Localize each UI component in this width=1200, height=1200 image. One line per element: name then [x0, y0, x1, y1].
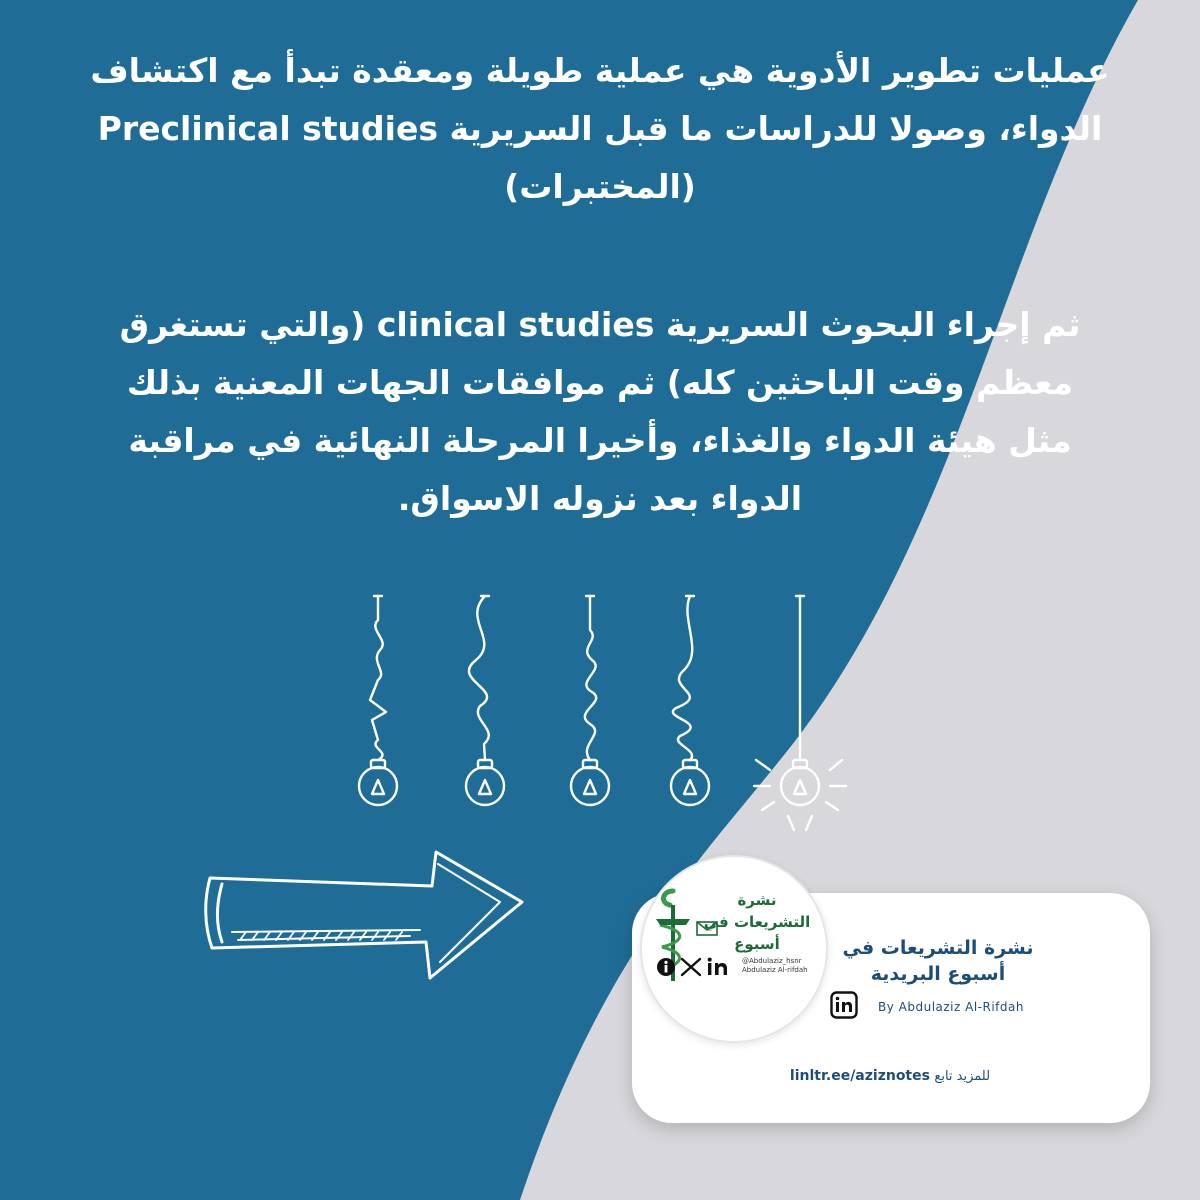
mail-icon: [696, 921, 718, 936]
author-byline: By Abdulaziz Al-Rifdah: [878, 1000, 1024, 1014]
process-paragraph: ثم إجراء البحوث السريرية clinical studies (والتي تستغرق معظم وقت الباحثين كله) ثم موافقات الجهات المعنية بذلك مثل هيئة الدواء والغذاء، وأخيرا المرحلة النهائية في مراقبة الدواء بعد نزوله الاسواق.: [119, 305, 1081, 518]
avatar-social-icons: [656, 957, 730, 977]
follow-link[interactable]: linltr.ee/aziznotes: [789, 1068, 930, 1084]
linkedin-icon[interactable]: [830, 991, 858, 1019]
follow-label: للمزيد تابع: [934, 1069, 991, 1084]
avatar-title: نشرة التشريعات في أسبوع: [703, 891, 811, 953]
newsletter-title: نشرة التشريعات في أسبوع البريدية: [842, 937, 1034, 985]
intro-paragraph: عمليات تطوير الأدوية هي عملية طويلة ومعقدة تبدأ مع اكتشاف الدواء، وصولا للدراسات ما قبل السريرية Preclinical studies (المختبرات): [90, 51, 1110, 206]
follow-row[interactable]: [740, 1068, 1040, 1084]
avatar-handle: @Abdulaziz_hsnr Abdulaziz Al-rifdah: [742, 957, 808, 974]
x-icon: [680, 957, 702, 977]
info-icon: [656, 957, 676, 977]
newsletter-avatar: [640, 855, 828, 1043]
linkedin-icon: [706, 957, 730, 977]
